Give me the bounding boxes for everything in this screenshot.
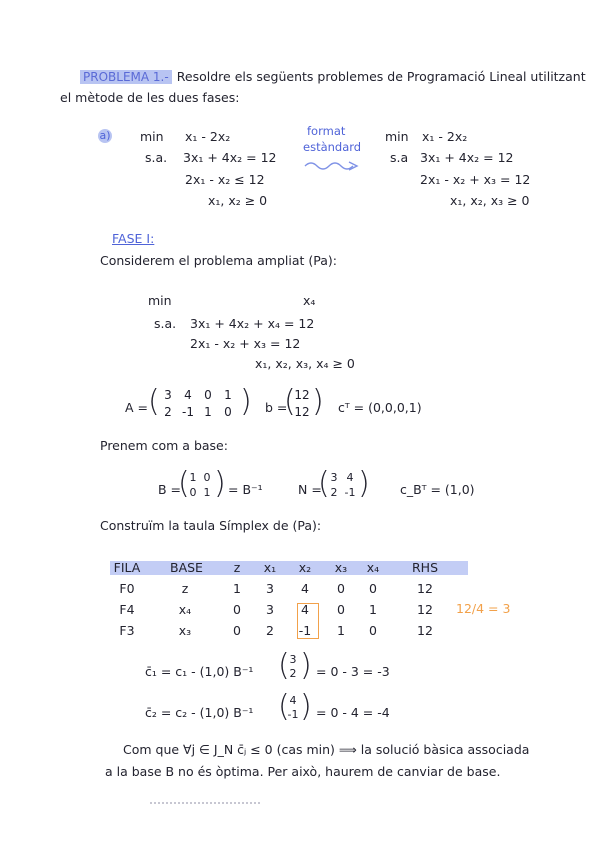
matrix-a-cell: 0 — [224, 405, 232, 419]
vector-b-cell: 12 — [294, 388, 310, 402]
matrix-b-lparen: ( — [178, 466, 190, 501]
table-cell: z — [181, 581, 189, 596]
table-cell: 3 — [266, 581, 274, 596]
orig-obj: x₁ - 2x₂ — [185, 129, 231, 144]
table-cell: 0 — [369, 581, 377, 596]
std-obj: x₁ - 2x₂ — [422, 129, 468, 144]
cb-vector: c_Bᵀ = (1,0) — [400, 482, 475, 497]
matrix-b-cell: 0 — [189, 486, 197, 499]
orig-constraint-2: 2x₁ - x₂ ≤ 12 — [185, 172, 265, 187]
part-a-label: a) — [99, 129, 111, 142]
table-cell: x₃ — [178, 623, 192, 638]
table-header-cell: BASE — [170, 560, 203, 575]
rc2-vector-cell: 4 — [289, 694, 297, 707]
table-header-cell: x₃ — [334, 560, 348, 575]
table-cell: 12 — [417, 602, 433, 617]
table-intro: Construïm la taula Símplex de (Pa): — [100, 518, 322, 533]
table-cell: 1 — [233, 581, 241, 596]
table-cell: 3 — [266, 602, 274, 617]
vector-b-lparen: ( — [284, 384, 296, 419]
squiggle-arrow-icon — [303, 158, 361, 172]
problem-text-line1: Resoldre els següents problemes de Programació Lineal utilitzant — [176, 69, 586, 84]
table-header-cell: x₁ — [263, 560, 277, 575]
matrix-a-rparen: ) — [240, 384, 252, 419]
table-cell: 0 — [233, 623, 241, 638]
pa-constraint-2: 2x₁ - x₂ + x₃ = 12 — [190, 336, 301, 351]
vector-b-label: b = — [265, 400, 288, 415]
matrix-b-cell: 0 — [203, 471, 211, 484]
matrix-n-cell: 3 — [330, 471, 338, 484]
orig-st-kw: s.a. — [145, 150, 168, 165]
table-cell: 2 — [266, 623, 274, 638]
std-constraint-1: 3x₁ + 4x₂ = 12 — [420, 150, 514, 165]
matrix-a-lparen: ( — [148, 384, 160, 419]
orig-constraint-1: 3x₁ + 4x₂ = 12 — [183, 150, 277, 165]
rc1-lparen: ( — [278, 648, 290, 683]
orig-obj-kw: min — [140, 129, 164, 144]
problem-heading — [80, 66, 586, 85]
matrix-a-cell: 4 — [184, 388, 192, 402]
matrix-a-cell: 0 — [204, 388, 212, 402]
rc2-lparen: ( — [278, 689, 290, 724]
matrix-b-cell: 1 — [189, 471, 197, 484]
arrow-note-2: estàndard — [303, 140, 362, 154]
std-obj-kw: min — [385, 129, 409, 144]
vector-b-rparen: ) — [312, 384, 324, 419]
orig-nonneg: x₁, x₂ ≥ 0 — [208, 193, 268, 208]
matrix-b — [186, 471, 214, 499]
table-cell: F0 — [119, 581, 135, 596]
cost-vector: cᵀ = (0,0,0,1) — [338, 400, 422, 415]
phase1-intro: Considerem el problema ampliat (Pa): — [100, 253, 337, 268]
matrix-b-rparen: ) — [214, 466, 226, 501]
table-cell: x₄ — [178, 602, 192, 617]
table-cell: -1 — [298, 623, 312, 638]
table-header-cell: z — [233, 560, 241, 575]
table-cell: 0 — [233, 602, 241, 617]
table-header-cell: RHS — [411, 560, 439, 575]
std-constraint-2: 2x₁ - x₂ + x₃ = 12 — [420, 172, 531, 187]
table-cell: 0 — [337, 602, 345, 617]
table-cell: F3 — [119, 623, 135, 638]
table-cell: 12 — [417, 623, 433, 638]
table-header-cell: FILA — [113, 560, 141, 575]
pa-st-kw: s.a. — [154, 316, 177, 331]
conclusion-line1: Com que ∀j ∈ J_N c̄ⱼ ≤ 0 (cas min) ⟹ la solució bàsica associada — [123, 742, 530, 757]
matrix-a-label: A = — [125, 400, 148, 415]
table-cell: 4 — [301, 602, 309, 617]
table-cell: 1 — [369, 602, 377, 617]
matrix-b-label: B = — [158, 482, 182, 497]
table-cell: F4 — [119, 602, 135, 617]
std-nonneg: x₁, x₂, x₃ ≥ 0 — [450, 193, 530, 208]
base-intro: Prenem com a base: — [100, 438, 228, 453]
rc2-rparen: ) — [300, 689, 312, 724]
reduced-cost-1-rhs: = 0 - 3 = -3 — [316, 664, 390, 679]
table-cell: 0 — [369, 623, 377, 638]
reduced-cost-2-lhs: c̄₂ = c₂ - (1,0) B⁻¹ — [145, 705, 254, 720]
phase1-heading: FASE I: — [112, 231, 155, 246]
matrix-a-cell: -1 — [182, 405, 194, 419]
pa-nonneg: x₁, x₂, x₃, x₄ ≥ 0 — [255, 356, 355, 371]
matrix-n-rparen: ) — [358, 466, 370, 501]
pivot-element-box — [297, 603, 319, 639]
matrix-a-cell: 1 — [204, 405, 212, 419]
pa-constraint-1: 3x₁ + 4x₂ + x₄ = 12 — [190, 316, 315, 331]
matrix-b-suffix: = B⁻¹ — [228, 482, 263, 497]
vector-b-cell: 12 — [294, 405, 310, 419]
matrix-n — [326, 471, 358, 499]
matrix-a-cell: 1 — [224, 388, 232, 402]
reduced-cost-1-vector — [286, 653, 300, 680]
conclusion-line2: a la base B no és òptima. Per això, haurem de canviar de base. — [105, 764, 501, 779]
table-cell: 0 — [337, 581, 345, 596]
problem-text-line2: el mètode de les dues fases: — [60, 90, 240, 105]
rc1-vector-cell: 3 — [289, 653, 297, 666]
matrix-a-cell: 3 — [164, 388, 172, 402]
rc1-rparen: ) — [300, 648, 312, 683]
vector-b — [292, 388, 312, 419]
cut-off-text-fragment — [150, 802, 260, 808]
problem-label: PROBLEMA 1.- — [80, 70, 172, 84]
std-st-kw: s.a — [390, 150, 409, 165]
reduced-cost-1-lhs: c̄₁ = c₁ - (1,0) B⁻¹ — [145, 664, 254, 679]
rc2-vector-cell: -1 — [287, 708, 299, 721]
matrix-n-label: N = — [298, 482, 322, 497]
matrix-a-cell: 2 — [164, 405, 172, 419]
table-header-cell: x₄ — [366, 560, 380, 575]
matrix-a — [158, 388, 238, 419]
reduced-cost-2-rhs: = 0 - 4 = -4 — [316, 705, 390, 720]
pa-obj: x₄ — [303, 293, 316, 308]
pa-obj-kw: min — [148, 293, 172, 308]
table-header-cell: x₂ — [298, 560, 312, 575]
table-cell: 1 — [337, 623, 345, 638]
reduced-cost-2-vector — [286, 694, 300, 721]
matrix-n-lparen: ( — [318, 466, 330, 501]
matrix-n-cell: -1 — [344, 486, 356, 499]
matrix-n-cell: 4 — [346, 471, 354, 484]
ratio-note: 12/4 = 3 — [456, 601, 511, 616]
matrix-b-cell: 1 — [203, 486, 211, 499]
matrix-n-cell: 2 — [330, 486, 338, 499]
rc1-vector-cell: 2 — [289, 667, 297, 680]
table-cell: 4 — [301, 581, 309, 596]
table-cell: 12 — [417, 581, 433, 596]
arrow-note-1: format — [307, 124, 346, 138]
